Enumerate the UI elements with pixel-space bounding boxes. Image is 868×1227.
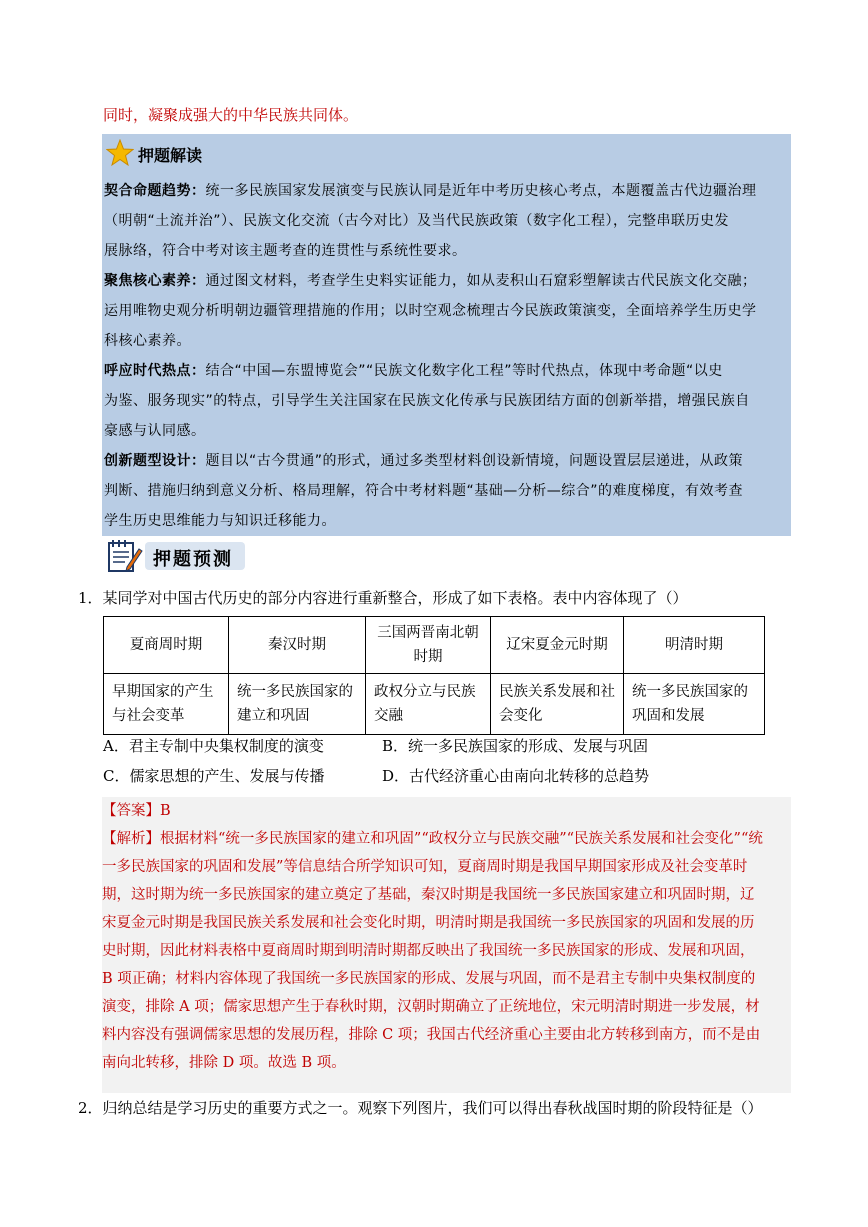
explanation-line: 期，这时期为统一多民族国家的建立奠定了基础，秦汉时期是我国统一多民族国家建立和巩固时期，辽 — [102, 887, 755, 903]
analysis-title: 押题解读 — [138, 146, 203, 165]
analysis-paragraph — [102, 176, 791, 266]
paragraph-line: 判断、措施归纳到意义分析、格局理解，符合中考材料题“基础—分析—综合”的难度梯度，有效考查 — [104, 483, 744, 499]
table-cell: 三国两晋南北朝时期 — [366, 617, 491, 674]
table-cell: 秦汉时期 — [229, 617, 366, 674]
explanation-line: 料内容没有强调儒家思想的发展历程，排除 C 项；我国古代经济重心主要由北方转移到南方，而不是由 — [102, 1027, 761, 1043]
table-cell: 民族关系发展和社会变化 — [491, 674, 624, 735]
explanation-line: 南向北转移，排除 D 项。故选 B 项。 — [102, 1055, 346, 1071]
explanation-line: 史时期，因此材料表格中夏商周时期到明清时期都反映出了我国统一多民族国家的形成、发展和巩固， — [102, 943, 755, 959]
intro-text: 同时，凝聚成强大的中华民族共同体。 — [103, 106, 359, 124]
explanation-line: 【解析】根据材料“统一多民族国家的建立和巩固”“政权分立与民族交融”“民族关系发展和社会变化”“统 — [102, 831, 763, 847]
question-1-text: 1．某同学对中国古代历史的部分内容进行重新整合，形成了如下表格。表中内容体现了（） — [78, 589, 688, 607]
analysis-paragraph — [102, 446, 791, 536]
paragraph-line: 展脉络，符合中考对该主题考查的连贯性与系统性要求。 — [104, 243, 467, 259]
option-a[interactable]: A．君主专制中央集权制度的演变 — [103, 737, 324, 755]
predict-title: 押题预测 — [153, 549, 233, 570]
table-cell: 政权分立与民族交融 — [366, 674, 491, 735]
notepad-pencil-icon — [105, 537, 145, 575]
analysis-body — [102, 176, 791, 536]
table-cell: 统一多民族国家的巩固和发展 — [624, 674, 765, 735]
explanation-line: 宋夏金元时期是我国民族关系发展和社会变化时期，明清时期是我国统一多民族国家的巩固和发展的历 — [102, 915, 755, 931]
paragraph-line: 运用唯物史观分析明朝边疆管理措施的作用；以时空观念梳理古今民族政策演变，全面培养学生历史学 — [104, 303, 757, 319]
paragraph-label: 创新题型设计： — [104, 453, 206, 469]
table-cell: 统一多民族国家的建立和巩固 — [229, 674, 366, 735]
table-header-row — [104, 617, 765, 674]
table-cell: 早期国家的产生与社会变革 — [104, 674, 229, 735]
paragraph-label: 聚焦核心素养： — [104, 273, 206, 289]
paragraph-label: 契合命题趋势： — [104, 183, 206, 199]
analysis-paragraph — [102, 356, 791, 446]
table-cell: 夏商周时期 — [104, 617, 229, 674]
explanation-line: 一多民族国家的巩固和发展”等信息结合所学知识可知，夏商周时期是我国早期国家形成及社会变革时 — [102, 859, 748, 875]
answer-text: 【答案】B — [102, 803, 171, 819]
table-cell: 辽宋夏金元时期 — [491, 617, 624, 674]
paragraph-label: 呼应时代热点： — [104, 363, 206, 379]
paragraph-line: 题目以“古今贯通”的形式，通过多类型材料创设新情境，问题设置层层递进，从政策 — [205, 453, 744, 469]
paragraph-line: 通过图文材料，考查学生史料实证能力，如从麦积山石窟彩塑解读古代民族文化交融； — [205, 273, 757, 289]
question-2-text: 2．归纳总结是学习历史的重要方式之一。观察下列图片，我们可以得出春秋战国时期的阶段特征是（） — [78, 1099, 763, 1117]
analysis-header — [102, 134, 791, 176]
option-b[interactable]: B．统一多民族国家的形成、发展与巩固 — [382, 737, 649, 755]
table-row — [104, 674, 765, 735]
paragraph-line: 科核心素养。 — [104, 333, 191, 349]
star-icon — [106, 139, 134, 167]
option-d[interactable]: D．古代经济重心由南向北转移的总趋势 — [382, 767, 650, 785]
explanation-line: 演变，排除 A 项；儒家思想产生于春秋时期，汉朝时期确立了正统地位，宋元明清时期进一步发展，材 — [102, 999, 760, 1015]
paragraph-line: 为鉴、服务现实”的特点，引导学生关注国家在民族文化传承与民族团结方面的创新举措，增强民族自 — [104, 393, 750, 409]
paragraph-line: 统一多民族国家发展演变与民族认同是近年中考历史核心考点，本题覆盖古代边疆治理 — [205, 183, 757, 199]
explanation-line: B 项正确；材料内容体现了我国统一多民族国家的形成、发展与巩固，而不是君主专制中央集权制度的 — [102, 971, 756, 987]
paragraph-line: 豪感与认同感。 — [104, 423, 206, 439]
option-c[interactable]: C．儒家思想的产生、发展与传播 — [103, 767, 325, 785]
history-table — [103, 616, 765, 735]
table-cell: 明清时期 — [624, 617, 765, 674]
paragraph-line: （明朝“土流并治”）、民族文化交流（古今对比）及当代民族政策（数字化工程），完整串联历史发 — [104, 213, 730, 229]
analysis-paragraph — [102, 266, 791, 356]
paragraph-line: 结合“中国—东盟博览会”“民族文化数字化工程”等时代热点，体现中考命题“以史 — [205, 363, 723, 379]
paragraph-line: 学生历史思维能力与知识迁移能力。 — [104, 513, 336, 529]
predict-banner — [105, 537, 245, 575]
answer-box — [102, 797, 791, 1093]
